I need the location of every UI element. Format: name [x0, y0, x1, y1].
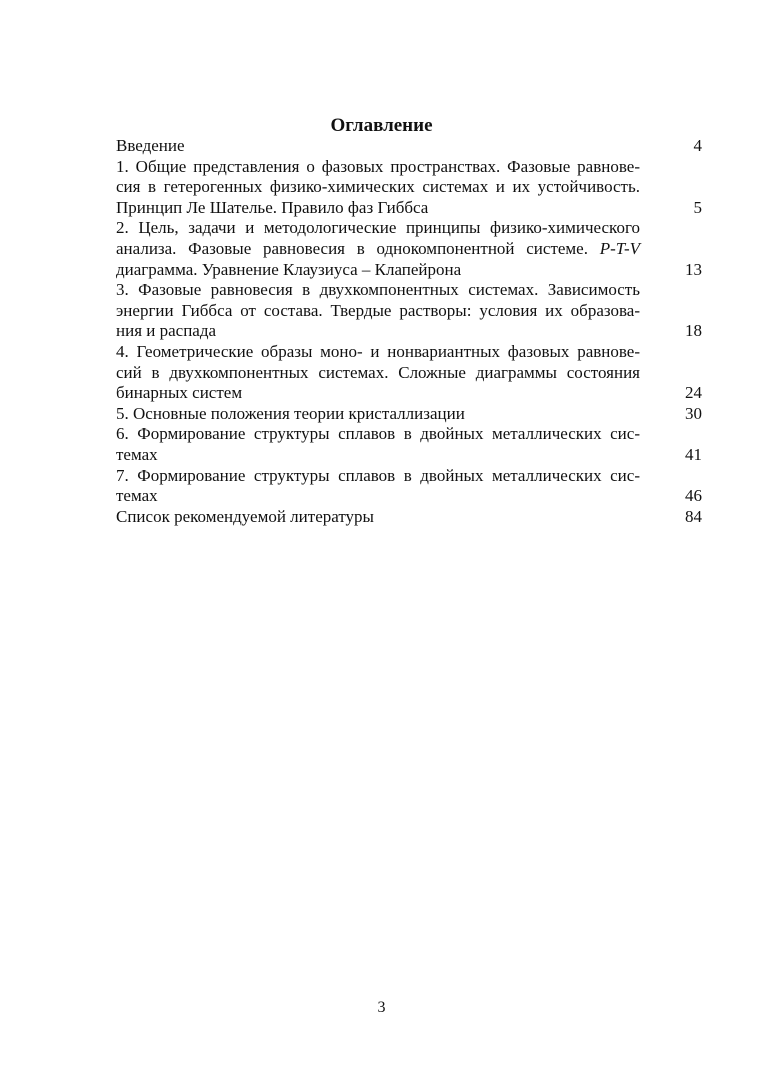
toc-entry-page: 46	[685, 486, 702, 506]
toc-entry-line: темах	[116, 486, 158, 506]
toc-entry-text	[116, 404, 682, 425]
toc-entry-text	[116, 218, 682, 280]
toc-entry-line: бинарных систем	[116, 383, 243, 403]
toc-entry-introduction	[116, 136, 702, 157]
toc-entry-page: 84	[685, 506, 702, 526]
toc-entry-page: 41	[685, 444, 702, 464]
toc-entry-text	[116, 342, 682, 404]
toc-entry-chapter-2	[116, 218, 702, 280]
toc-entry-line: энергии Гиббса от состава. Твердые растворы: условия их образова-	[116, 300, 640, 320]
toc-entry-page: 5	[693, 197, 702, 217]
toc-entry-line: диаграмма. Уравнение Клаузиуса – Клапейрона	[116, 259, 462, 279]
toc-entry-line: анализа. Фазовые равновесия в однокомпонентной системе.	[116, 238, 588, 258]
table-of-contents	[116, 136, 702, 527]
toc-entry-text	[116, 157, 682, 219]
toc-entry-chapter-3	[116, 280, 702, 342]
toc-entry-line: Список рекомендуемой литературы	[116, 506, 374, 526]
toc-entry-text	[116, 280, 682, 342]
toc-entry-line: 3. Фазовые равновесия в двухкомпонентных системах. Зависимость	[116, 280, 640, 300]
toc-entry-page: 13	[685, 259, 702, 279]
toc-entry-page: 30	[685, 403, 702, 423]
toc-entry-chapter-6	[116, 424, 702, 465]
toc-entry-bibliography	[116, 507, 702, 528]
toc-entry-line: 5. Основные положения теории кристаллизации	[116, 403, 465, 423]
toc-entry-text	[116, 466, 682, 507]
toc-entry-page: 24	[685, 383, 702, 403]
toc-entry-line: 4. Геометрические образы моно- и нонвариантных фазовых равнове-	[116, 341, 640, 361]
toc-entry-chapter-5	[116, 404, 702, 425]
toc-title: Оглавление	[330, 115, 433, 136]
toc-entry-chapter-7	[116, 466, 702, 507]
toc-entry-line: 1. Общие представления о фазовых пространствах. Фазовые равнове-	[116, 156, 640, 176]
toc-entry-line: 7. Формирование структуры сплавов в двойных металлических сис-	[116, 465, 640, 485]
page-number: 3	[377, 999, 386, 1016]
toc-entry-text	[116, 507, 682, 528]
toc-entry-line: Принцип Ле Шателье. Правило фаз Гиббса	[116, 197, 429, 217]
toc-entry-text	[116, 424, 682, 465]
toc-entry-page: 18	[685, 321, 702, 341]
toc-entry-line: Введение	[116, 136, 185, 155]
toc-entry-line: ния и распада	[116, 321, 217, 341]
toc-entry-page: 4	[693, 136, 702, 155]
toc-entry-chapter-4	[116, 342, 702, 404]
toc-entry-line-with-term	[116, 239, 640, 260]
toc-entry-text	[116, 136, 682, 157]
toc-entry-line: 6. Формирование структуры сплавов в двойных металлических сис-	[116, 424, 640, 444]
toc-entry-chapter-1	[116, 157, 702, 219]
toc-entry-italic-term: P-T-V	[599, 238, 641, 258]
toc-entry-line: 2. Цель, задачи и методологические принципы физико-химического	[116, 218, 640, 238]
toc-entry-line: сий в двухкомпонентных системах. Сложные диаграммы состояния	[116, 362, 640, 382]
toc-entry-line: темах	[116, 444, 158, 464]
toc-entry-line: сия в гетерогенных физико-химических системах и их устойчивость.	[116, 177, 640, 197]
